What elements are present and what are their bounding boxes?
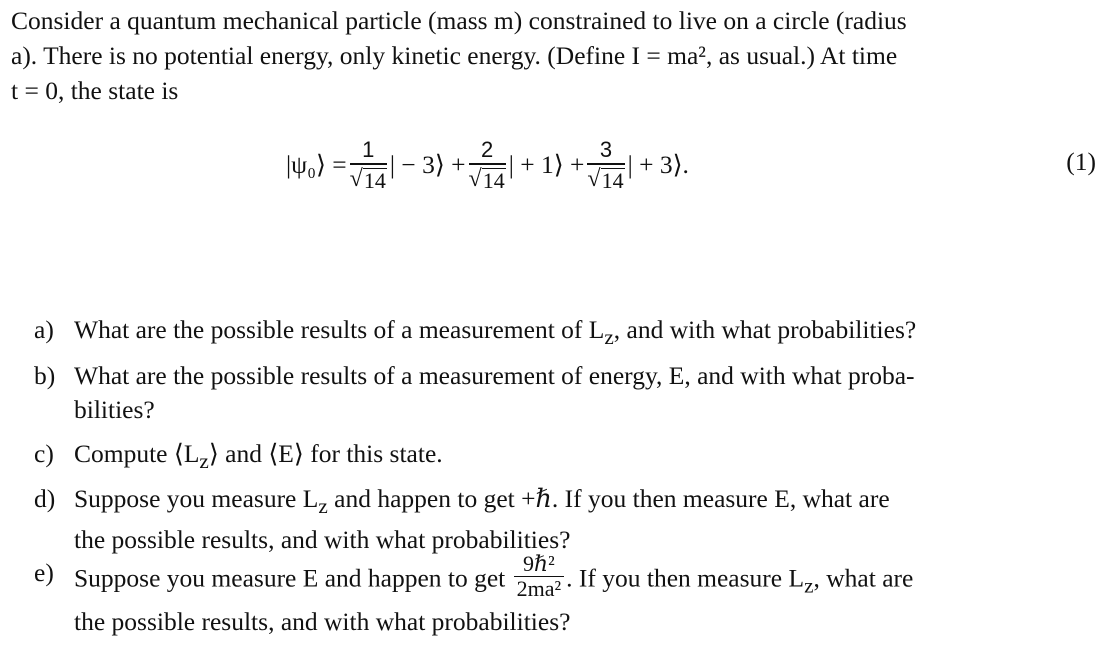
term2-radicand: 14 xyxy=(482,167,505,193)
term1-numerator: 1 xyxy=(362,137,375,163)
question-c xyxy=(34,437,1104,478)
term3-radicand: 14 xyxy=(601,167,624,193)
intro-line-3: t = 0, the state is xyxy=(11,76,179,105)
state-equation xyxy=(286,125,689,205)
term2-numerator: 2 xyxy=(481,137,494,163)
term1-radicand: 14 xyxy=(363,167,386,193)
question-d-text: Suppose you measure $L_z$ and happen to get +ℏ. If you then measure E, what are xyxy=(74,484,890,519)
term1-ket: | − 3⟩ + xyxy=(389,150,466,179)
term3-ket: | + 3⟩. xyxy=(627,150,689,179)
question-a xyxy=(34,313,1104,354)
term1-denominator xyxy=(350,165,387,193)
question-b-text: What are the possible results of a measurement of energy, E, and with what proba- xyxy=(74,361,915,390)
question-e-marker: e) xyxy=(34,558,54,587)
term2-coefficient xyxy=(469,137,506,192)
equation-number: (1) xyxy=(1066,147,1096,176)
term2-ket: | + 1⟩ + xyxy=(508,150,585,179)
question-d xyxy=(34,482,1104,557)
question-e-text: Suppose you measure E and happen to get $\frac{\text{9ℏ²}}{\text{2ma²}}$ . If you then measure $L_z$, what are xyxy=(74,551,914,602)
sqrt-icon: √ xyxy=(587,165,601,192)
question-b-marker: b) xyxy=(34,361,56,390)
question-c-text: Compute $⟨L_z⟩$ and ⟨E⟩ for this state. xyxy=(74,439,443,474)
question-d-marker: d) xyxy=(34,484,56,513)
equation-lhs: |ψ₀⟩ = xyxy=(286,150,347,179)
term3-coefficient xyxy=(587,137,624,192)
term1-coefficient xyxy=(350,137,387,192)
term3-denominator xyxy=(587,165,624,193)
sqrt-icon: √ xyxy=(349,165,363,192)
energy-fraction: $\frac{\text{9ℏ²}}{\text{2ma²}}$ xyxy=(514,552,564,601)
question-e xyxy=(34,551,1104,639)
question-c-marker: c) xyxy=(34,439,54,468)
sqrt-icon: √ xyxy=(468,165,482,192)
question-d-continuation: the possible results, and with what probabilities? xyxy=(74,525,571,555)
question-a-marker: a) xyxy=(34,315,54,344)
question-b-continuation: bilities? xyxy=(74,395,155,424)
question-b xyxy=(34,359,1104,427)
question-e-continuation: the possible results, and with what probabilities? xyxy=(74,607,571,637)
intro-line-1: Consider a quantum mechanical particle (mass m) constrained to live on a circle (radius xyxy=(11,6,907,35)
question-a-text: What are the possible results of a measurement of $L_z$, and with what probabilities? xyxy=(74,315,917,350)
term2-denominator xyxy=(469,165,506,193)
term3-numerator: 3 xyxy=(599,137,613,163)
intro-line-2: a). There is no potential energy, only kinetic energy. (Define I = ma², as usual.) At time xyxy=(11,41,898,70)
